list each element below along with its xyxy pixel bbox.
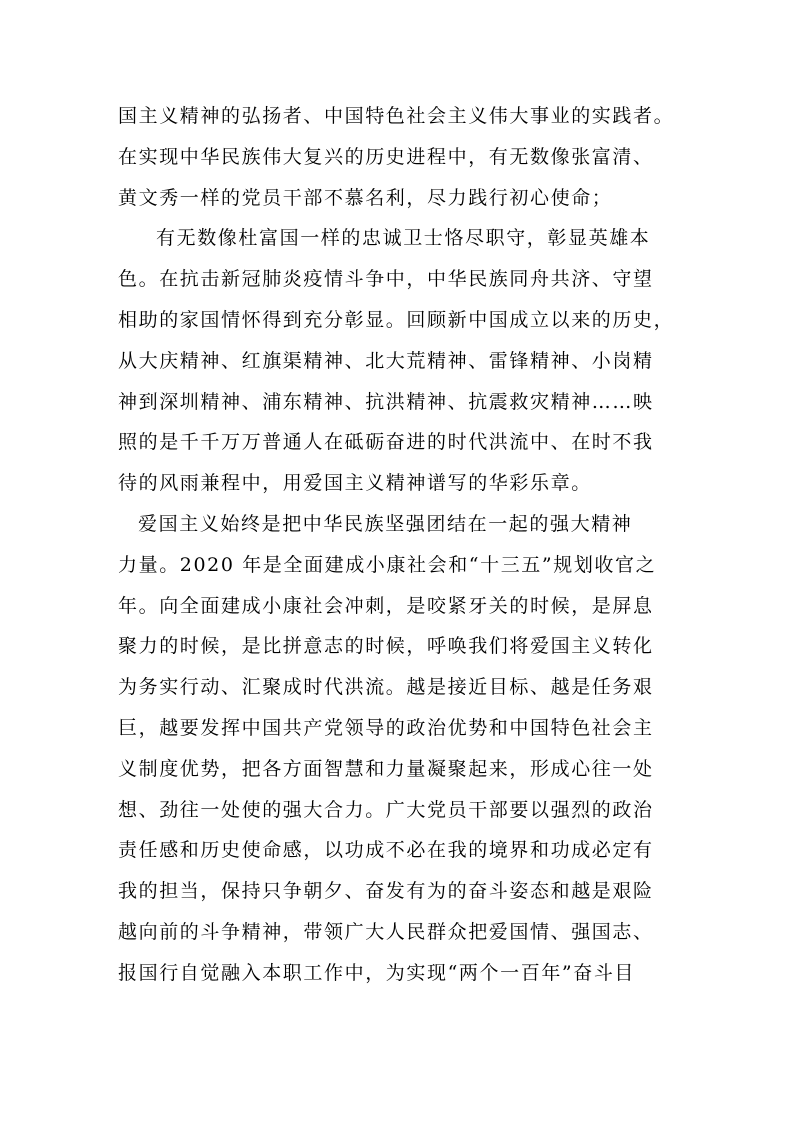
text-line-paragraph-start: 爱国主义始终是把中华民族坚强团结在一起的强大精神 — [138, 512, 633, 535]
text-line: 待的风雨兼程中，用爱国主义精神谱写的华彩乐章。 — [118, 472, 592, 495]
text-line: 为务实行动、汇聚成时代洪流。越是接近目标、越是任务艰 — [118, 676, 654, 699]
text-line: 巨，越要发挥中国共产党领导的政治优势和中国特色社会主 — [118, 716, 654, 739]
text-line: 越向前的斗争精神，带领广大人民群众把爱国情、强国志、 — [118, 920, 654, 943]
text-line: 报国行自觉融入本职工作中，为实现“两个一百年”奋斗目 — [118, 961, 636, 984]
text-line: 从大庆精神、红旗渠精神、北大荒精神、雷锋精神、小岗精 — [118, 349, 654, 372]
document-body — [118, 96, 698, 994]
text-line: 聚力的时候，是比拼意志的时候，呼唤我们将爱国主义转化 — [118, 635, 654, 658]
text-line: 黄文秀一样的党员干部不慕名利，尽力践行初心使命； — [118, 186, 613, 209]
text-line: 相助的家国情怀得到充分彰显。回顾新中国成立以来的历史， — [118, 308, 675, 331]
text-line: 神到深圳精神、浦东精神、抗洪精神、抗震救灾精神……映 — [118, 390, 654, 413]
text-line: 年。向全面建成小康社会冲刺，是咬紧牙关的时候，是屏息 — [118, 594, 654, 617]
text-line: 力量。2020 年是全面建成小康社会和“十三五”规划收官之 — [118, 553, 657, 576]
text-line: 义制度优势，把各方面智慧和力量凝聚起来，形成心往一处 — [118, 757, 654, 780]
text-line: 国主义精神的弘扬者、中国特色社会主义伟大事业的实践者。 — [118, 105, 675, 127]
text-line-paragraph-start: 有无数像杜富国一样的忠诚卫士恪尽职守，彰显英雄本 — [156, 227, 651, 250]
text-line: 责任感和历史使命感，以功成不必在我的境界和功成必定有 — [118, 839, 654, 862]
text-line: 在实现中华民族伟大复兴的历史进程中，有无数像张富清、 — [118, 145, 654, 168]
text-line: 照的是千千万万普通人在砥砺奋进的时代洪流中、在时不我 — [118, 431, 654, 454]
text-line: 想、劲往一处使的强大合力。广大党员干部要以强烈的政治 — [118, 798, 654, 821]
text-line: 色。在抗击新冠肺炎疫情斗争中，中华民族同舟共济、守望 — [118, 268, 654, 291]
text-line: 我的担当，保持只争朝夕、奋发有为的奋斗姿态和越是艰险 — [118, 880, 654, 903]
